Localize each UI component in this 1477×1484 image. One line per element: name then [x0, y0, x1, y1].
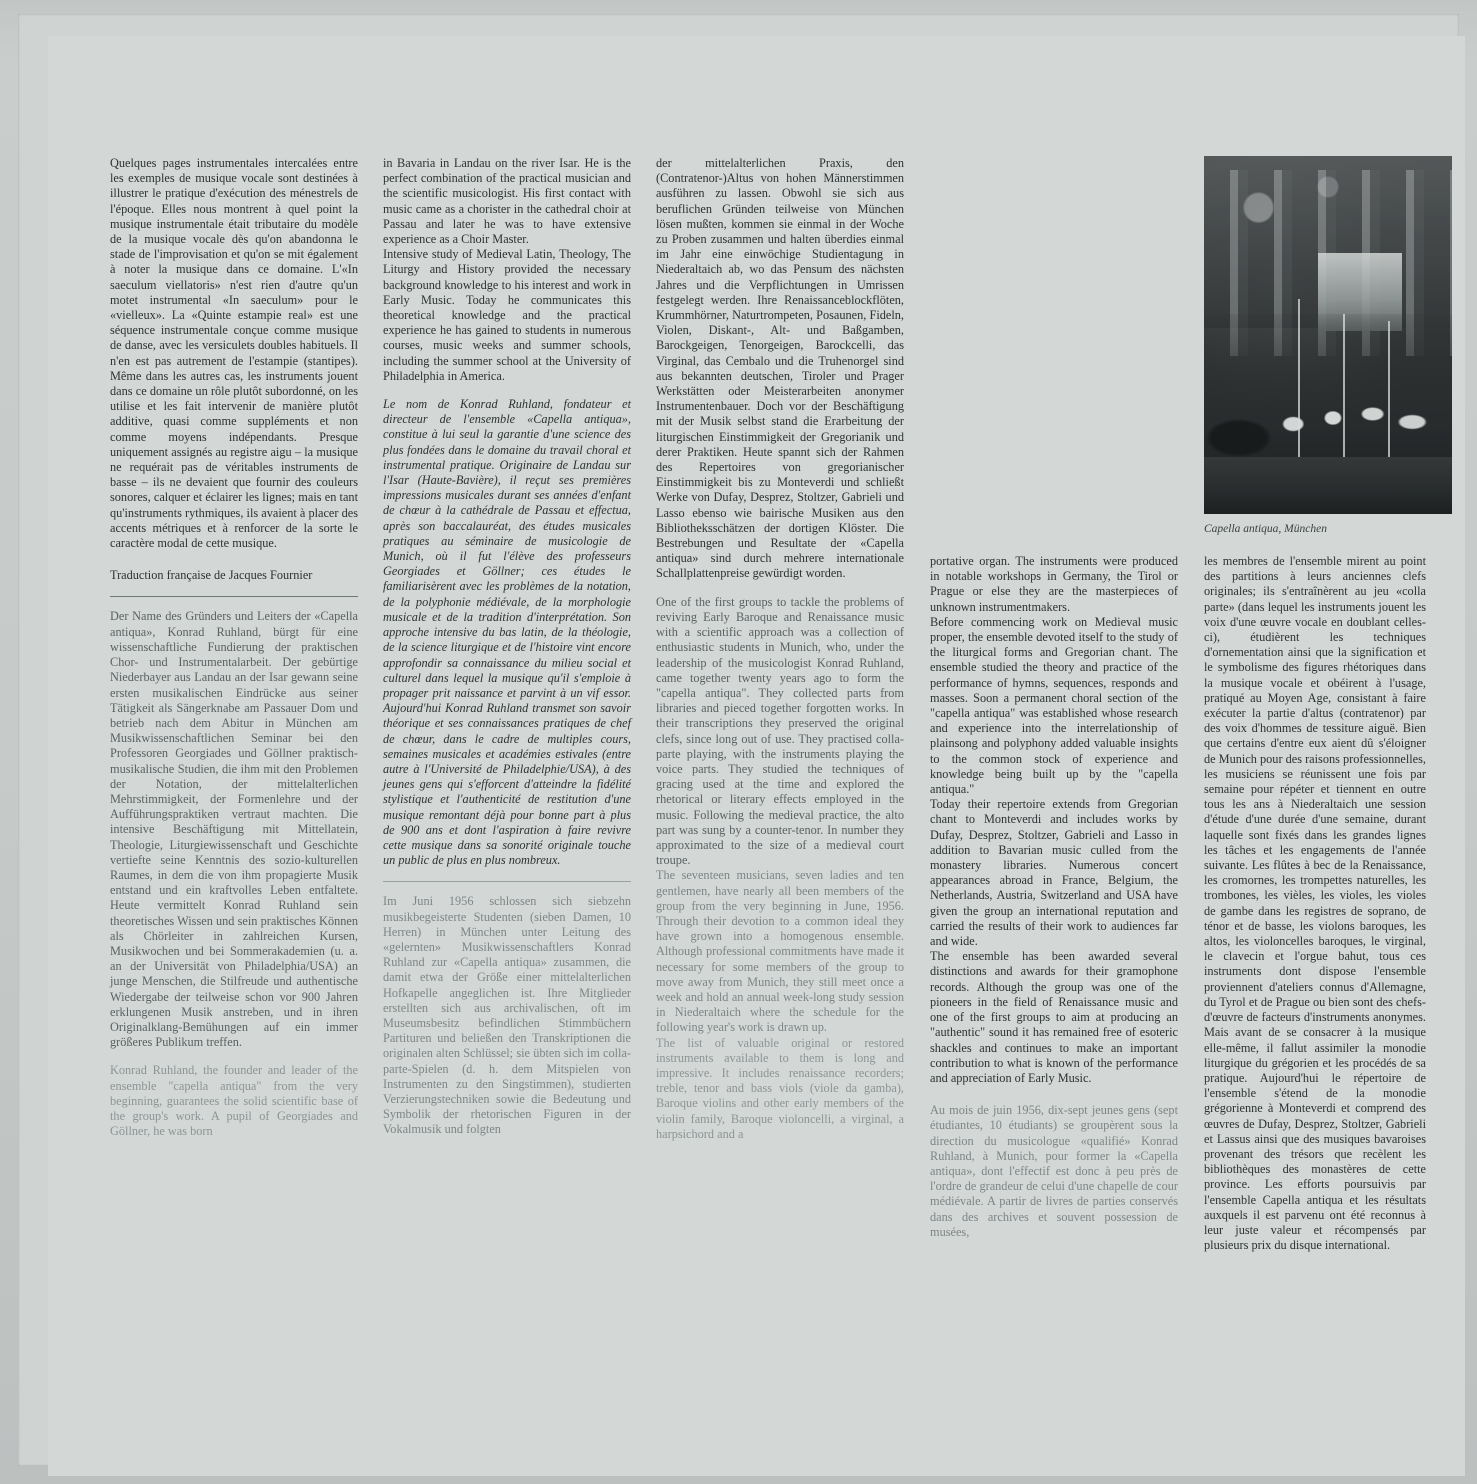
paragraph-fr-instrumental: Quelques pages instrumentales intercalées entre les exemples de musique vocale sont destinées à illustrer le pratique d'exécution des ménestrels de l'époque. Elles nous montrent à quel point la musique instrumentale était tributaire du modèle de la musique vocale dès qu'on abandonna le stade de l'improvisation et qu'on se mit également à noter la musique dans ce domaine. L'«In saeculum viellatoris» n'est rien d'autre qu'un motet instrumental «In saeculum» pour le «vielleux». La «Quinte estampie real» est une séquence instrumentale conçue comme musique de danse, avec les versiculets doubles habituels. Il n'en est pas autrement de l'estampie (stantipes). Même dans les autres cas, les instruments jouent dans ce domaine un rôle plutôt subordonné, on les utilise et les fait intervenir de manière plutôt additive, quasi comme suppléments et non comme moyens indépendants. Presque uniquement assignés au registre aigu – la musique ne requérait pas de véritables instruments de basse – ils ne devaient que fournir des couleurs sonores, calquer et éclairer les lignes; mais en tant qu'instruments rythmiques, ils avaient à placer des accents métriques et à renforcer de la sorte le caractère modal de cette musique.	[110, 156, 358, 551]
ensemble-photo-block	[1204, 156, 1452, 536]
photo-spacer	[930, 156, 1178, 554]
paragraph-en-before-commencing: Before commencing work on Medieval music proper, the ensemble devoted itself to the study of the liturgical forms and Gregorian chant. The ensemble studied the theory and practice of the performance of hymns, sequences, responds and masses. Soon a permanent choral section of the "capella antiqua" was established whose research and experience into the interrelationship of plainsong and polyphony added valuable insights to the common stock of experience and knowledge being built up by the "capella antiqua."	[930, 614, 1178, 797]
text-column-2	[383, 156, 631, 1138]
paragraph-fr-juin-1956: Au mois de juin 1956, dix-sept jeunes gens (sept étudiantes, 10 étudiants) se groupèrent sous la direction du musicologue «qualifié» Konrad Ruhland, à Munich, pour former la «Capella antiqua», dont l'effectif est donc à peu près de l'ordre de grandeur de celui d'une chapelle de cour médiévale. A partir de livres de parties conservés dans des archives et souvent possession de musées,	[930, 1103, 1178, 1239]
paragraph-en-repertoire: Today their repertoire extends from Gregorian chant to Monteverdi and includes works by Dufay, Desprez, Stoltzer, Gabrieli and Lasso in addition to Bavarian music culled from the monastery libraries. Numerous concert appearances abroad in France, Belgium, the Netherlands, Austria, Switzerland and USA have given the group an international reputation and carried the results of their work to audiences far and wide.	[930, 797, 1178, 949]
liner-notes-page	[48, 36, 1465, 1476]
paragraph-en-portative-organ: portative organ. The instruments were produced in notable workshops in Germany, the Tirol or Prague or else they are the masterpieces of unknown instrumentmakers.	[930, 554, 1178, 614]
text-column-3	[656, 156, 904, 1142]
text-columns-area	[100, 156, 1430, 1406]
paragraph-de-juni-1956: Im Juni 1956 schlossen sich siebzehn musikbegeisterte Studenten (sieben Damen, 10 Herren) in München unter Leitung des «gelernten» Musikwissenschaftlers Konrad Ruhland zur «Capella antiqua» zusammen, die damit etwa der Größe einer mittelalterlichen Hofkapelle angeglichen ist. Ihre Mitglieder erstellten sich aus archivalischen, oft im Museumsbesitz befindlichen Stimmbüchern Partituren und beließen den Transkriptionen die originalen alten Schlüssel; sie übten sich im colla-parte-Spielen (d. h. dem Mitspielen von Instrumenten zu den Singstimmen), studierten Verzierungstechniken sowie die Bedeutung und Symbolik der rhetorischen Figuren in der Vokalmusik und folgten	[383, 894, 631, 1137]
paragraph-en-seventeen-musicians: The seventeen musicians, seven ladies and ten gentlemen, have nearly all been members of the group from the very beginning in June, 1956. Through their devotion to a common ideal they have grown into a homogenous ensemble. Although professional commitments have made it necessary for some members of the group to move away from Munich, they still meet once a week and hold an annual week-long study session in Niederaltaich where the schedule for the following year's work is drawn up.	[656, 868, 904, 1035]
paragraph-de-praxis-instrumente: der mittelalterlichen Praxis, den (Contratenor-)Altus von hohen Männerstimmen ausführen zu lassen. Obwohl sie sich aus beruflichen Gründen teilweise von München lösen mußten, kommen sie einmal in der Woche zu Proben zusammen und halten überdies einmal im Jahr eine einwöchige Studientagung in Niederaltaich ab, wo das Pensum des nächsten Jahres und die Verpflichtungen in Umrissen festgelegt werden. Ihre Renaissanceblockflöten, Krummhörner, Naturtrompeten, Posaunen, Fideln, Violen, Diskant-, Alt- und Baßgamben, Barockgeigen, Tenorgeigen, Barockcelli, das Virginal, das Cembalo und die Truhenorgel sind aus bekannten deutschen, Tiroler und Prager Werkstätten oder Meisterarbeiten anonymer Instrumentenbauer. Doch vor der Beschäftigung mit der Musik selbst stand die Erarbeitung der liturgischen Einstimmigkeit der Gregorianik und derer Praktiken. Heute spannt sich der Rahmen des Repertoires von gregorianischer Einstimmigkeit bis zu Monteverdi und schließt Werke von Dufay, Desprez, Stoltzer, Gabrieli und Lasso ebenso wie bairische Musiken aus den Bibliotheksschätzen der dortigen Klöster. Die Bestrebungen und Resultate der «Capella antiqua» sind durch mehrere internationale Schallplattenpreise gewürdigt worden.	[656, 156, 904, 581]
microphone-stand-icon-2	[1343, 314, 1345, 457]
paragraph-fr-ruhland-bio: Le nom de Konrad Ruhland, fondateur et directeur de l'ensemble «Capella antiqua», constitue à lui seul la garantie d'une science des plus fondées dans le domaine du travail choral et instrumental pratique. Originaire de Landau sur l'Isar (Haute-Bavière), il reçut ses premières impressions musicales durant ses années d'enfant de chœur à la cathédrale de Passau et effectua, après son baccalauréat, des études musicales pratiques au séminaire de musicologie de Munich, où il fut l'élève des professeurs Georgiades et Göllner; ces études le familiarisèrent avec les problèmes de la notation, de la polyphonie médiévale, de la morphologie musicale et de la tradition d'interprétation. Son approche intensive du bas latin, de la théologie, de la science liturgique et de l'histoire vint encore approfondir sa connaissance du milieu social et culturel dans lequel la musique qu'il s'emploie à propager prit naissance et parvint à un vif essor. Aujourd'hui Konrad Ruhland transmet son savoir théorique et ses connaissances pratiques de chef de chœur, dans le cadre de multiples cours, semaines musicales et académies estivales (entre autre à l'Université de Philadelphie/USA), à des jeunes gens qui s'efforcent d'atteindre la fidélité stylistique et l'authenticité de restitution d'une musique remontant déjà pour bonne part à plus de 900 ans et dont l'aspiration à faire revivre cette musique dans sa sonorité originale touche un public de plus en plus nombreux.	[383, 397, 631, 868]
paragraph-en-instrument-list: The list of valuable original or restored instruments available to them is long and impressive. It includes renaissance recorders; treble, tenor and bass viols (viole da gamba), Baroque violins and other early members of the violin family, Baroque violoncelli, a virginal, a harpsichord and a	[656, 1035, 904, 1141]
paragraph-de-ruhland-bio: Der Name des Gründers und Leiters der «Capella antiqua», Konrad Ruhland, bürgt für eine wissenschaftliche Fundierung der praktischen Chor- und Instrumentalarbeit. Der gebürtige Niederbayer aus Landau an der Isar gewann seine ersten musikalischen Eindrücke aus seiner Tätigkeit als Sängerknabe am Passauer Dom und betrieb nach dem Abitur in München am Musikwissenschaftlichen Seminar bei den Professoren Georgiades und Göllner praktisch-musikalische Studien, die ihm mit den Problemen der Notation, der mittelalterlichen Mehrstimmigkeit, der Formenlehre und der Aufführungspraktiken vertraut machten. Die intensive Beschäftigung mit Mittellatein, Theologie, Liturgiewissenschaft und Geschichte vertiefte seine Kenntnis des sozio-kulturellen Raumes, in dem die von ihm propagierte Musik entstand und ein kraftvolles Leben entfaltete. Heute vermittelt Konrad Ruhland sein theoretisches Wissen und sein praktisches Können als Chörleiter in zahlreichen Kursen, Musikwochen und bei Sommerakademien (u. a. an der Universität von Philadelphia/USA) an junge Menschen, die Stilfreude und authentische Wiedergabe der teilweise schon vor 900 Jahren erklungenen Musik anstreben, und in ihren Originalklang-Bemühungen auf ein immer größeres Publikum treffen.	[110, 609, 358, 1050]
paragraph-en-first-groups: One of the first groups to tackle the problems of reviving Early Baroque and Renaissance music with a scientific approach was a collection of enthusiastic students in Munich, who, under the leadership of the musicologist Konrad Ruhland, came together twenty years ago to form the "capella antiqua". They collected parts from libraries and pieced together forgotten works. In their transcriptions they preserved the original clefs, since long out of use. They practised colla-parte playing, with the instruments playing the voice parts. They studied the techniques of gracing used at the time and explored the rhetorical or literary effects employed in the music. Following the medieval practice, the alto part was sung by a counter-tenor. In number they approximated to the size of a medieval court troupe.	[656, 594, 904, 868]
text-column-1	[110, 156, 358, 1139]
sleeve-inner-panel	[18, 14, 1459, 1466]
ensemble-photo	[1204, 156, 1452, 514]
paragraph-en-medieval-latin: Intensive study of Medieval Latin, Theology, The Liturgy and History provided the necessary background knowledge to his interest and work in Early Music. Today he communicates this theoretical knowledge and the practical experience he has gained to students in numerous courses, music weeks and summer schools, including the summer school at the University of Philadelphia in America.	[383, 247, 631, 383]
photo-caption: Capella antiqua, München	[1204, 523, 1327, 535]
photo-floor-detail	[1204, 457, 1452, 514]
paragraph-en-bavaria: in Bavaria in Landau on the river Isar. He is the perfect combination of the practical musician and the scientific musicologist. His first contact with music came as a chorister in the cathedral choir at Passau and later he was to have extensive experience as a Choir Master.	[383, 156, 631, 247]
translation-credit: Traduction française de Jacques Fournier	[110, 568, 313, 583]
paragraph-en-awards: The ensemble has been awarded several distinctions and awards for their gramophone records. Although the group was one of the pioneers in the field of Renaissance music and one of the first groups to aim at producing an "authentic" sound it has remained free of esoteric shackles and continues to make an important contribution to what is known of the performance and appreciation of Early Music.	[930, 949, 1178, 1085]
paragraph-fr-ensemble-instruments: les membres de l'ensemble mirent au point des partitions à leurs anciennes clefs originales; ils s'entraînèrent au jeu «colla parte» (dans lequel les instruments jouent les voix d'une œuvre vocale en doublant celles-ci), étudièrent les techniques d'ornementation ainsi que la signification et le symbolisme des figures rhétoriques dans la musique vocale et obéirent à l'usage, pratiqué au Moyen Age, consistant à faire exécuter la partie d'altus (contratenor) par des voix d'hommes de tessiture aiguë. Bien que certains d'entre eux aient dû s'éloigner de Munich pour des raisons professionnelles, les musiciens se réunissent une fois par semaine pour répéter et tiennent en outre tous les ans à Niederaltaich une session d'étude d'une durée d'une semaine, durant laquelle sont fixés dans les grandes lignes les tâches et les engagements de l'année suivante. Les flûtes à bec de la Renaissance, les cromornes, les trompettes naturelles, les trombones, les vièles, les violes, les violes de gambe dans les registres de soprano, de ténor et de basse, les violons baroques, les altos, les violoncelles baroques, le virginal, le clavecin et l'orgue bahut, tous ces instruments dont dispose l'ensemble proviennent d'ateliers connus d'Allemagne, du Tyrol et de Prague ou bien sont des chefs-d'œuvre de facteurs d'instruments anonymes. Mais avant de se consacrer à la musique elle-même, il fallut assimiler la monodie liturgique du grégorien et les procédés de sa pratique. Aujourd'hui le répertoire de l'ensemble s'étend de la monodie grégorienne à Monteverdi et comprend des œuvres de Dufay, Desprez, Stoltzer, Gabrieli et Lassus ainsi que des musiques bavaroises provenant des trésors que recèlent les bibliothèques des monastères de cette province. Les efforts poursuivis par l'ensemble Capella antiqua et les résultats auxquels il est parvenu ont été reconnus à leur juste valeur et récompensés par plusieurs prix du disque international.	[1204, 554, 1426, 1253]
paragraph-en-ruhland-bio-start: Konrad Ruhland, the founder and leader of the ensemble "capella antiqua" from the very beginning, guarantees the solid scientific base of the group's work. A pupil of Georgiades and Göllner, he was born	[110, 1063, 358, 1139]
microphone-stand-icon-3	[1388, 321, 1390, 457]
column-divider-1	[110, 596, 358, 597]
microphone-stand-icon	[1298, 299, 1300, 457]
text-column-4	[930, 156, 1178, 1240]
column-divider-2	[383, 881, 631, 882]
